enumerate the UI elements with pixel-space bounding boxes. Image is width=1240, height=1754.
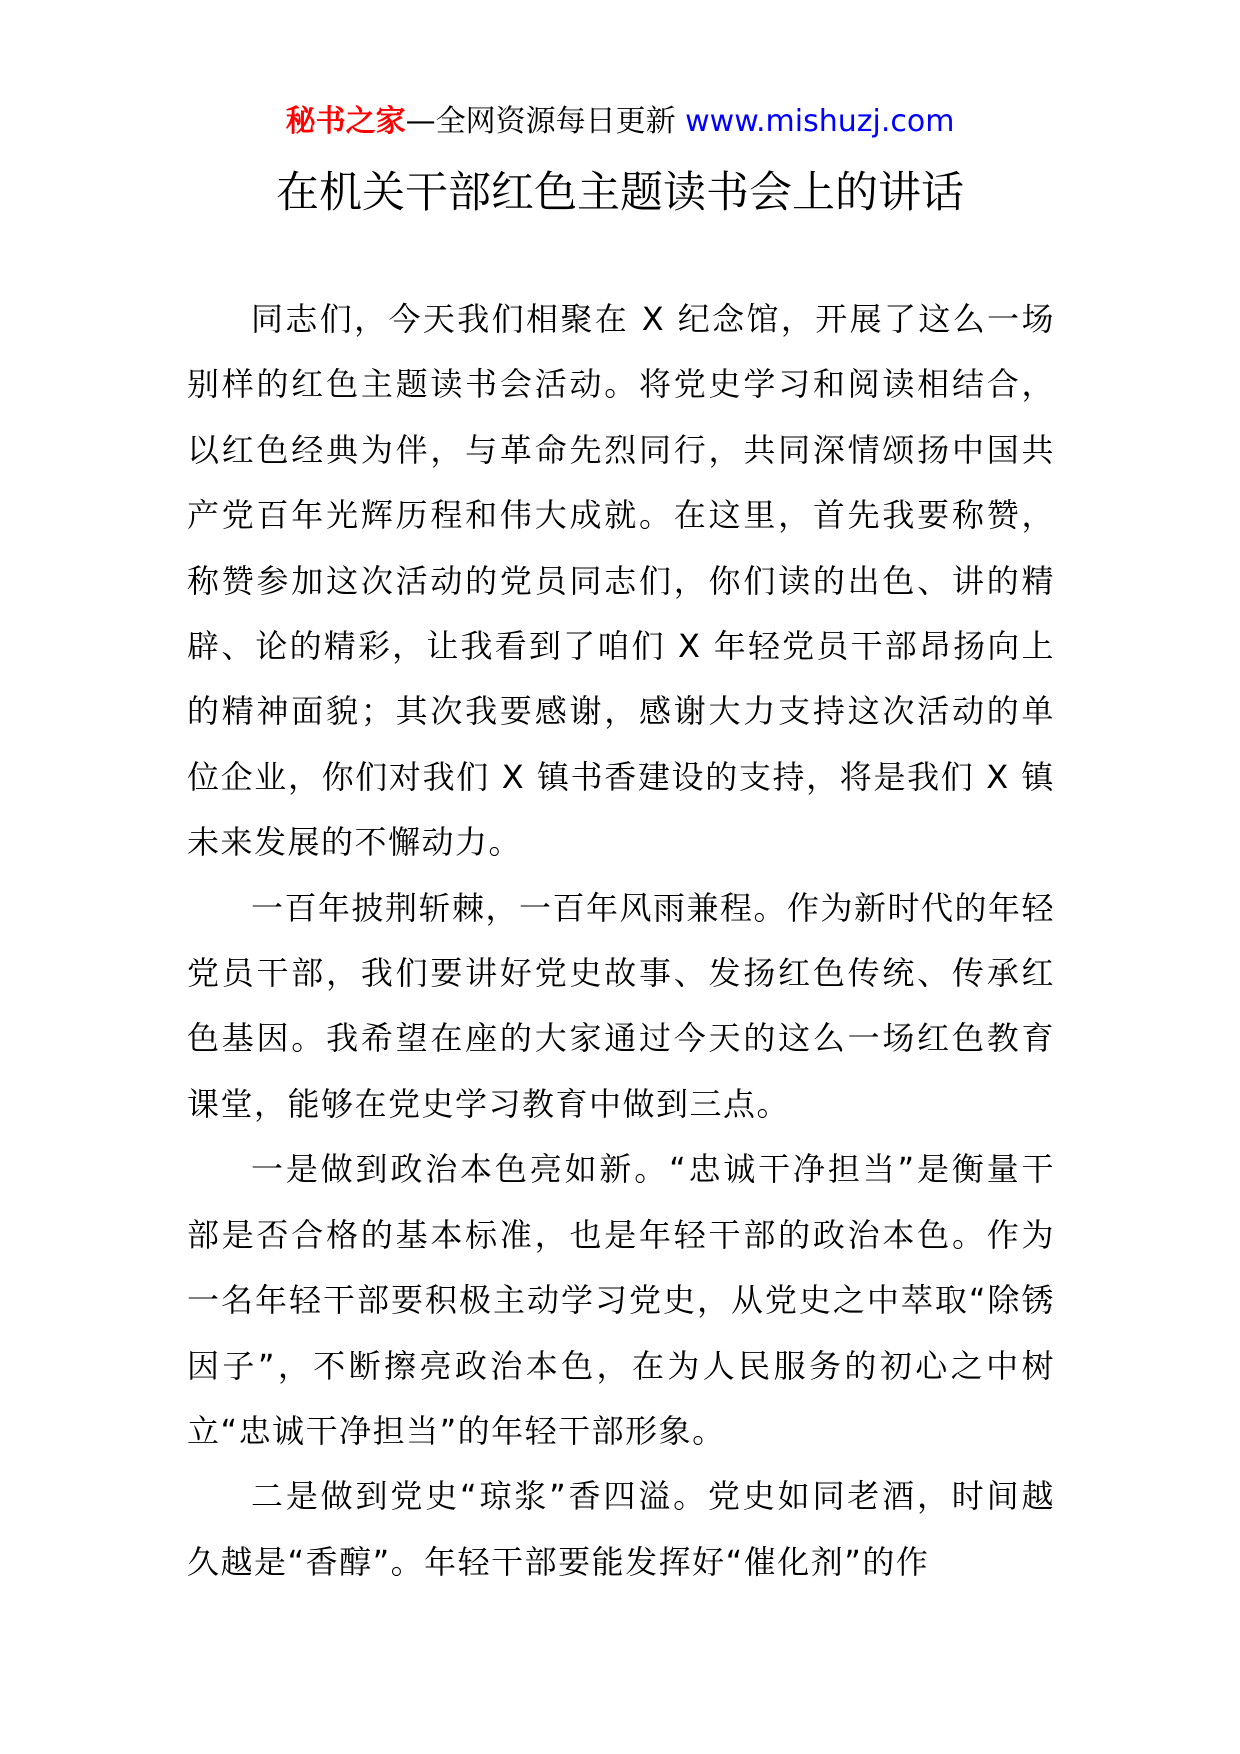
site-header [0,100,1240,144]
document-body [187,287,1055,1595]
body-paragraph: 二是做到党史“琼浆”香四溢。党史如同老酒，时间越久越是“香醇”。年轻干部要能发挥好“催化剂”的作 [187,1477,1055,1581]
body-paragraph: 同志们，今天我们相聚在 X 纪念馆，开展了这么一场别样的红色主题读书会活动。将党史学习和阅读相结合，以红色经典为伴，与革命先烈同行，共同深情颂扬中国共产党百年光辉历程和伟大成就。在这里，首先我要称赞，称赞参加这次活动的党员同志们，你们读的出色、讲的精辟、论的精彩，让我看到了咱们 X 年轻党员干部昂扬向上的精神面貌；其次我要感谢，感谢大力支持这次活动的单位企业，你们对我们 X 镇书香建设的支持，将是我们 X 镇未来发展的不懈动力。 [187,300,1055,862]
document-title: 在机关干部红色主题读书会上的讲话 [276,168,964,218]
site-url-link[interactable]: www.mishuzj.com [685,104,955,139]
body-paragraph: 一是做到政治本色亮如新。“忠诚干净担当”是衡量干部是否合格的基本标准，也是年轻干部的政治本色。作为一名年轻干部要积极主动学习党史，从党史之中萃取“除锈因子”，不断擦亮政治本色，在为人民服务的初心之中树立“忠诚干净担当”的年轻干部形象。 [187,1150,1055,1450]
body-paragraph: 一百年披荆斩棘，一百年风雨兼程。作为新时代的年轻党员干部，我们要讲好党史故事、发扬红色传统、传承红色基因。我希望在座的大家通过今天的这么一场红色教育课堂，能够在党史学习教育中做到三点。 [187,888,1056,1123]
site-slogan: —全网资源每日更新 [405,104,676,139]
brand-name: 秘书之家 [285,104,406,139]
